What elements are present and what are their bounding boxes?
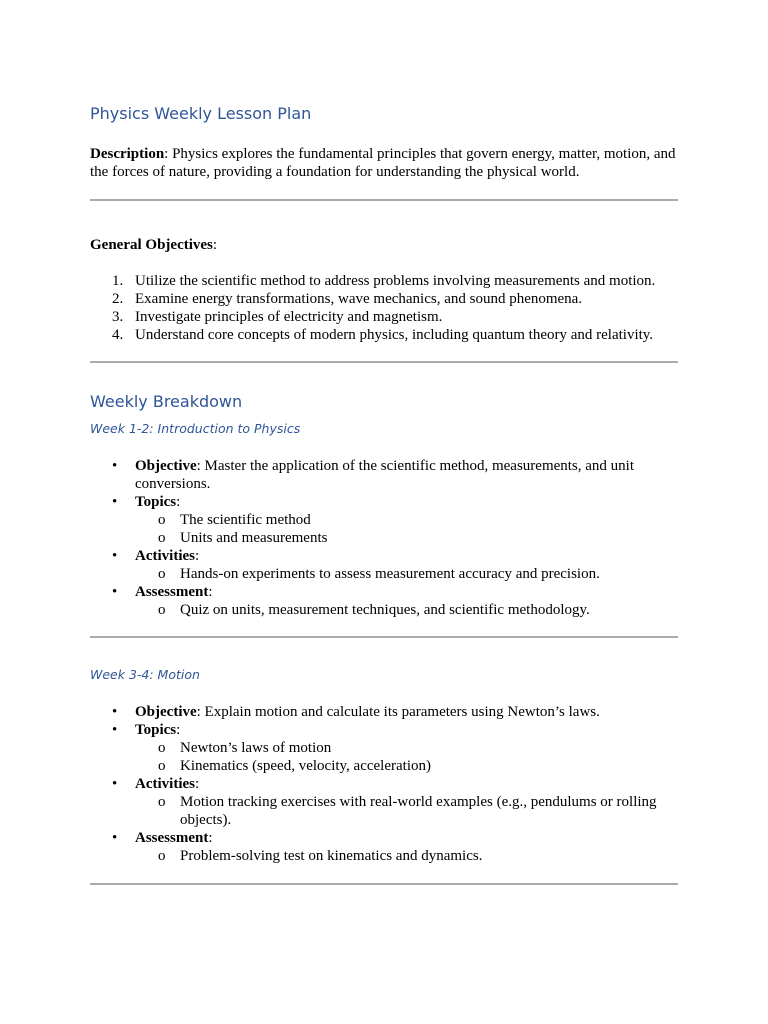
objective-item	[90, 308, 678, 326]
activity-item	[135, 565, 678, 583]
list-number: 3.	[112, 309, 124, 325]
topic-text: Newton’s laws of motion	[180, 740, 332, 756]
general-objectives-heading	[90, 236, 678, 254]
topics-bullet	[90, 721, 678, 775]
week-3-4-list	[90, 703, 678, 865]
objective-label: Objective	[135, 704, 197, 720]
activities-sublist	[135, 793, 678, 829]
activities-sublist	[135, 565, 678, 583]
topic-text: The scientific method	[180, 512, 311, 528]
assessment-text: Problem-solving test on kinematics and dynamics.	[180, 848, 483, 864]
activities-label: Activities	[135, 776, 195, 792]
assessment-bullet	[90, 583, 678, 619]
divider	[90, 361, 678, 363]
activity-item	[135, 793, 678, 829]
colon: :	[212, 237, 218, 253]
assessment-label: Assessment	[135, 584, 209, 600]
activities-bullet	[90, 775, 678, 829]
week-1-2-heading: Week 1-2: Introduction to Physics	[90, 421, 301, 436]
topic-item	[135, 757, 678, 775]
objective-item	[90, 272, 678, 290]
objective-text: : Explain motion and calculate its parameters using Newton’s laws.	[196, 704, 600, 720]
circle-bullet-icon: o	[158, 566, 166, 582]
objective-text: Investigate principles of electricity and magnetism.	[135, 309, 443, 325]
assessment-text: Quiz on units, measurement techniques, and scientific methodology.	[180, 602, 590, 618]
topics-sublist	[135, 511, 678, 547]
assessment-sublist	[135, 847, 678, 865]
bullet-icon: •	[112, 548, 118, 564]
topic-item	[135, 511, 678, 529]
objective-item	[90, 290, 678, 308]
circle-bullet-icon: o	[158, 848, 166, 864]
description-paragraph	[90, 145, 678, 181]
divider	[90, 636, 678, 638]
objective-text: Understand core concepts of modern physics, including quantum theory and relativity.	[135, 327, 654, 343]
circle-bullet-icon: o	[158, 794, 166, 810]
topic-text: Kinematics (speed, velocity, acceleration)	[180, 758, 431, 774]
description-label: Description	[90, 146, 165, 162]
assessment-label: Assessment	[135, 830, 209, 846]
colon: :	[208, 584, 213, 600]
list-number: 1.	[112, 273, 124, 289]
topic-text: Units and measurements	[180, 530, 328, 546]
circle-bullet-icon: o	[158, 512, 166, 528]
objective-bullet	[90, 457, 678, 493]
circle-bullet-icon: o	[158, 740, 166, 756]
activities-bullet	[90, 547, 678, 583]
colon: :	[194, 776, 200, 792]
bullet-icon: •	[112, 494, 118, 510]
list-number: 2.	[112, 291, 124, 307]
objective-label: Objective	[135, 458, 197, 474]
bullet-icon: •	[112, 704, 118, 720]
divider	[90, 199, 678, 201]
objective-bullet	[90, 703, 678, 721]
topics-label: Topics	[135, 494, 177, 510]
week-3-4-heading: Week 3-4: Motion	[90, 667, 200, 682]
colon: :	[176, 722, 181, 738]
bullet-icon: •	[112, 584, 118, 600]
activity-text: Hands-on experiments to assess measurement accuracy and precision.	[180, 566, 600, 582]
weekly-breakdown-heading: Weekly Breakdown	[90, 392, 243, 411]
topics-bullet	[90, 493, 678, 547]
general-objectives-list	[90, 272, 678, 344]
assessment-item	[135, 847, 678, 865]
bullet-icon: •	[112, 776, 118, 792]
circle-bullet-icon: o	[158, 530, 166, 546]
bullet-icon: •	[112, 722, 118, 738]
topics-label: Topics	[135, 722, 177, 738]
bullet-icon: •	[112, 458, 118, 474]
objective-item	[90, 326, 678, 344]
list-number: 4.	[112, 327, 124, 343]
topic-item	[135, 739, 678, 757]
objective-text: : Master the application of the scientific method, measurements, and unit conversions.	[135, 458, 635, 492]
colon: :	[208, 830, 213, 846]
assessment-item	[135, 601, 678, 619]
week-1-2-list	[90, 457, 678, 619]
page-title: Physics Weekly Lesson Plan	[90, 104, 312, 123]
assessment-bullet	[90, 829, 678, 865]
general-objectives-label: General Objectives	[90, 237, 213, 253]
description-text: : Physics explores the fundamental principles that govern energy, matter, motion, and the forces of nature, providing a foundation for understanding the physical world.	[90, 146, 676, 180]
divider	[90, 883, 678, 885]
activities-label: Activities	[135, 548, 195, 564]
activity-text: Motion tracking exercises with real-world examples (e.g., pendulums or rolling objects).	[180, 794, 657, 828]
circle-bullet-icon: o	[158, 758, 166, 774]
colon: :	[194, 548, 200, 564]
circle-bullet-icon: o	[158, 602, 166, 618]
objective-text: Utilize the scientific method to address problems involving measurements and motion.	[135, 273, 656, 289]
bullet-icon: •	[112, 830, 118, 846]
objective-text: Examine energy transformations, wave mechanics, and sound phenomena.	[135, 291, 583, 307]
colon: :	[176, 494, 181, 510]
topic-item	[135, 529, 678, 547]
topics-sublist	[135, 739, 678, 775]
assessment-sublist	[135, 601, 678, 619]
